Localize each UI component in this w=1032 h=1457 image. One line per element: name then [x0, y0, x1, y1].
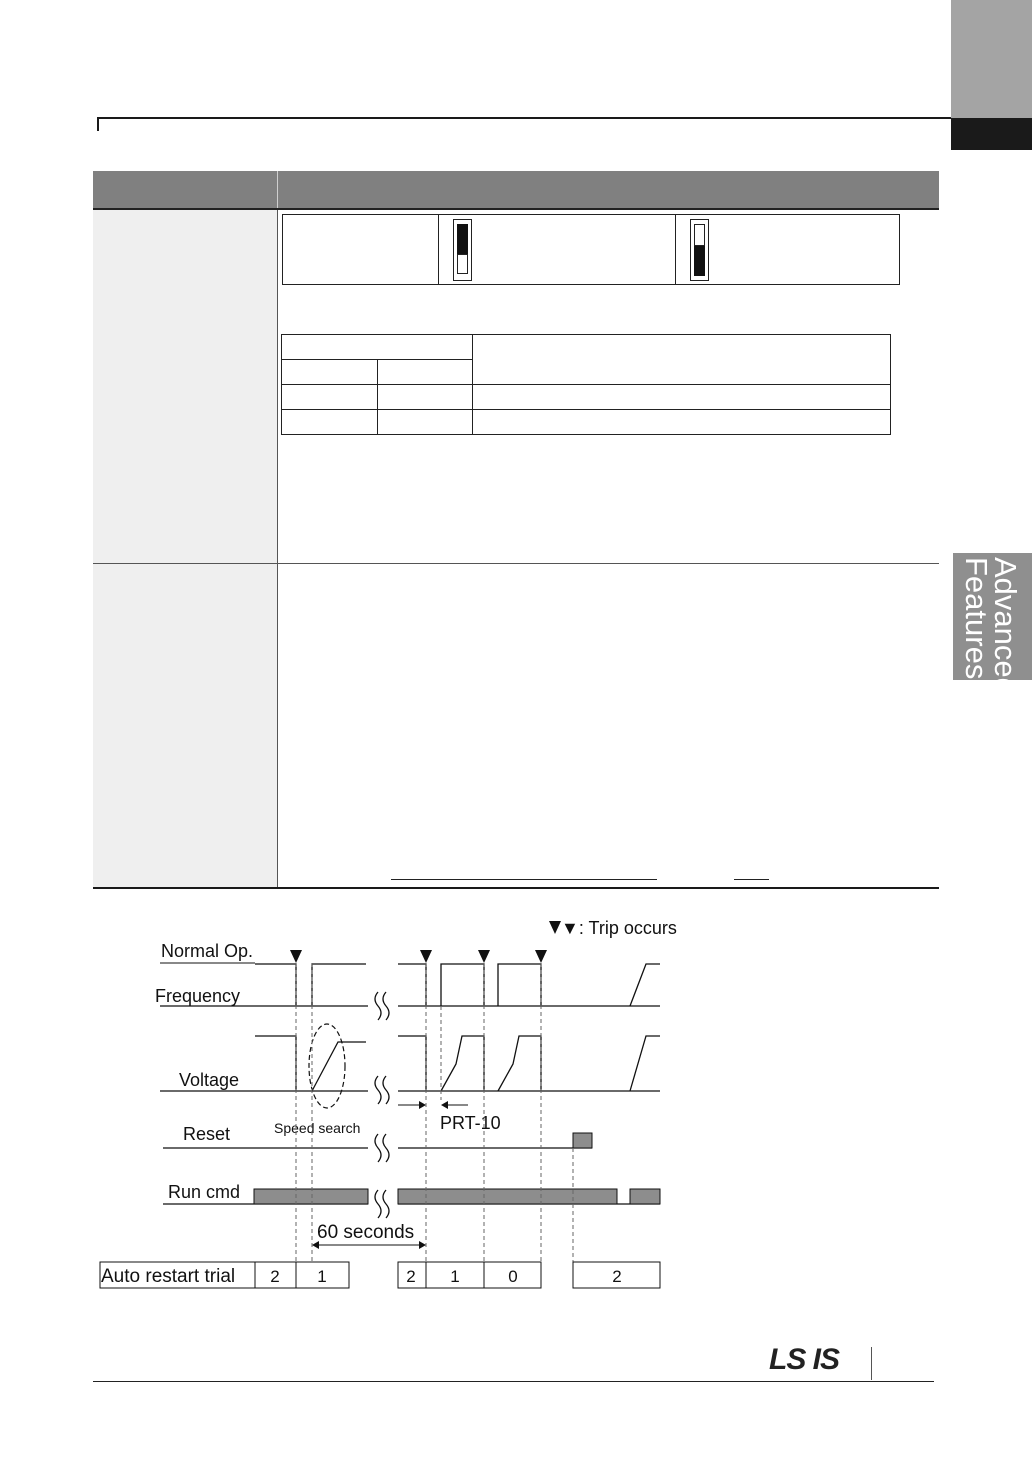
frequency-trace: [498, 964, 541, 1006]
run-cmd-label: Run cmd: [168, 1182, 241, 1202]
text-underline: [391, 879, 657, 880]
corner-tab-gray: [951, 0, 1032, 118]
voltage-trace: [441, 1036, 484, 1091]
sub-table-cell: [281, 334, 473, 360]
voltage-trace: [398, 1036, 426, 1091]
sub-table-cell: [472, 384, 891, 410]
trial-count: 2: [406, 1267, 416, 1286]
voltage-trace: [498, 1036, 541, 1091]
table-header-divider: [277, 171, 278, 208]
sub-table-cell: [281, 384, 378, 410]
footer-divider: [871, 1347, 872, 1380]
dip-switch-up-icon[interactable]: [453, 219, 472, 281]
sub-table-cell: [472, 334, 891, 385]
trial-count: 2: [270, 1267, 280, 1286]
corner-tab-black: [951, 118, 1032, 150]
prt-label: PRT-10: [440, 1113, 501, 1133]
sub-table: [281, 334, 891, 435]
text-underline: [734, 879, 769, 880]
arrow-head-icon: [419, 1241, 426, 1249]
auto-restart-timing-diagram: [0, 905, 1032, 1305]
reset-label: Reset: [183, 1124, 231, 1144]
table-bottom-rule: [93, 887, 939, 889]
frequency-trace: [441, 964, 484, 1006]
sub-table-cell: [377, 359, 473, 385]
voltage-trace: [630, 1036, 660, 1091]
sub-table-cell: [377, 409, 473, 435]
run-cmd-bar: [254, 1189, 368, 1204]
voltage-trace: [312, 1042, 366, 1091]
voltage-label: Voltage: [179, 1070, 240, 1090]
dip-switch-down-icon[interactable]: [690, 219, 709, 281]
trip-marker-icons: [290, 950, 547, 963]
footer-rule: [93, 1381, 934, 1382]
trial-count: 0: [508, 1267, 518, 1286]
frequency-label: Frequency: [155, 986, 241, 1006]
normal-op-label: Normal Op.: [161, 941, 254, 961]
trial-count: 1: [317, 1267, 327, 1286]
section-side-tab[interactable]: [953, 553, 1032, 695]
header-rule: [97, 117, 951, 119]
table-row-1-label-cell: [93, 210, 277, 563]
switch-box: [282, 214, 900, 285]
switch-box-divider-1: [438, 215, 439, 284]
arrow-head-icon: [419, 1101, 426, 1109]
ls-is-logo: LS IS: [769, 1343, 840, 1376]
run-cmd-bar: [630, 1189, 660, 1204]
trip-legend-icon: [549, 921, 561, 934]
run-cmd-bar: [398, 1189, 617, 1204]
speed-search-label: Speed search: [274, 1120, 361, 1136]
trip-legend-label: ▼: Trip occurs: [561, 918, 677, 938]
frequency-trace: [398, 964, 426, 1006]
frequency-trace: [312, 964, 366, 1006]
table-row-separator: [93, 563, 939, 564]
section-side-tab-label: Advanced Features: [959, 557, 1023, 695]
trial-count: 2: [612, 1267, 622, 1286]
voltage-trace: [255, 1036, 296, 1091]
table-header: [93, 171, 939, 210]
arrow-head-icon: [441, 1101, 448, 1109]
table-column-divider: [277, 210, 278, 887]
trial-label: Auto restart trial: [101, 1266, 236, 1287]
header-tick: [97, 117, 99, 131]
table-row-2-label-cell: [93, 564, 277, 887]
sub-table-cell: [377, 384, 473, 410]
frequency-trace: [255, 964, 296, 1006]
speed-search-ellipse: [309, 1024, 345, 1108]
sub-table-cell: [281, 409, 378, 435]
break-mark-icons: [375, 992, 389, 1218]
frequency-trace: [630, 964, 660, 1006]
delay-label: 60 seconds: [317, 1222, 415, 1243]
sub-table-cell: [281, 359, 378, 385]
switch-box-divider-2: [675, 215, 676, 284]
trial-count: 1: [450, 1267, 460, 1286]
reset-pulse: [573, 1133, 592, 1148]
sub-table-cell: [472, 409, 891, 435]
